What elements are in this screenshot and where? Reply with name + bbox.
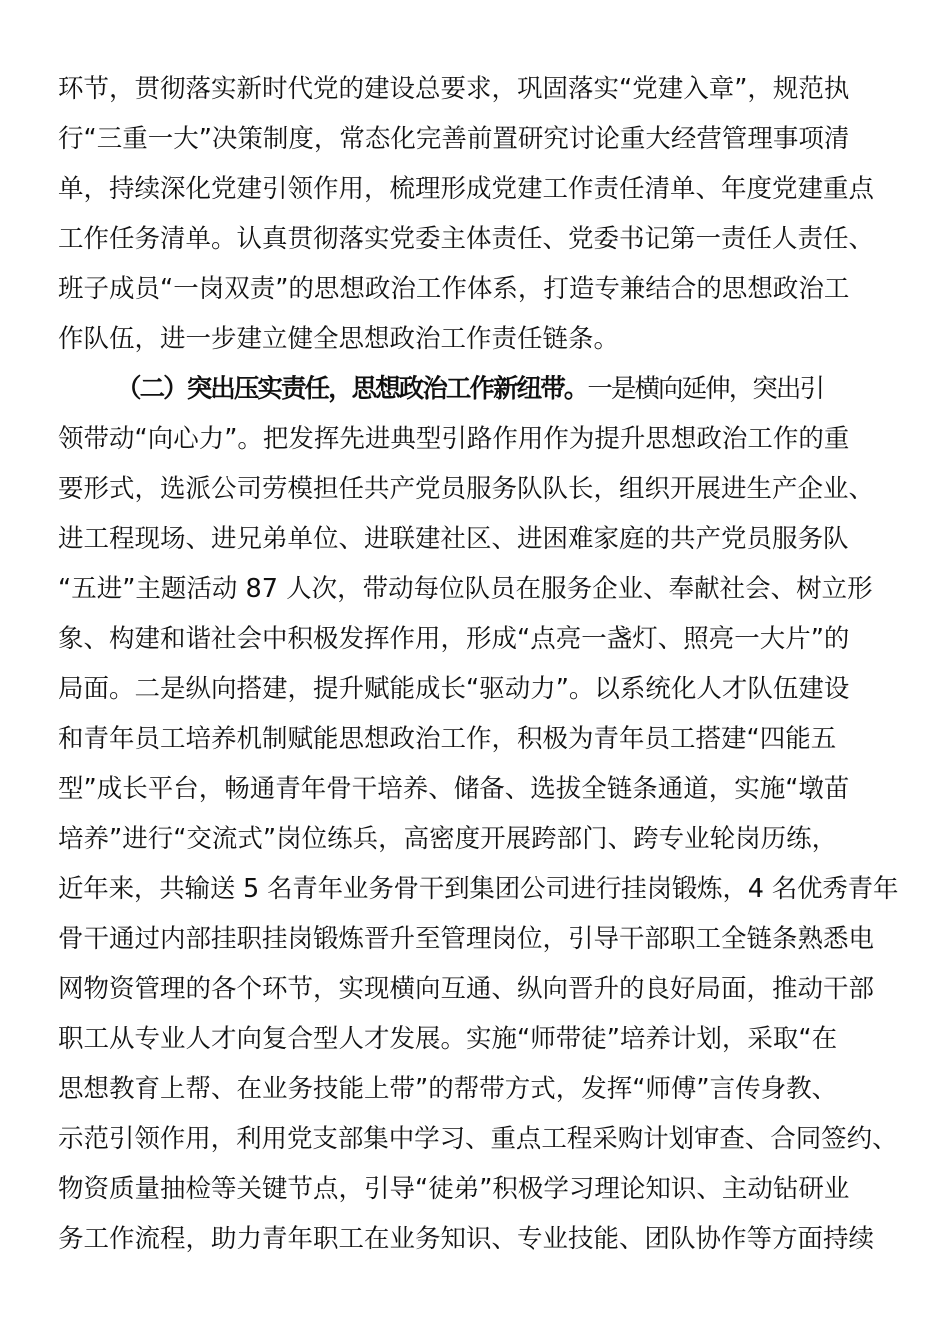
body-line: 象、构建和谐社会中积极发挥作用，形成“点亮一盏灯、照亮一大片”的 xyxy=(58,624,850,654)
body-line: 要形式，选派公司劳模担任共产党员服务队队长，组织开展进生产企业、 xyxy=(58,474,875,504)
body-line: 骨干通过内部挂职挂岗锻炼晋升至管理岗位，引导干部职工全链条熟悉电 xyxy=(58,924,875,954)
body-line: 领带动“向心力”。把发挥先进典型引路作用作为提升思想政治工作的重 xyxy=(58,424,850,454)
body-line: 和青年员工培养机制赋能思想政治工作，积极为青年员工搭建“四能五 xyxy=(58,724,837,754)
section-first-line xyxy=(116,372,950,406)
body-line: 进工程现场、进兄弟单位、进联建社区、进困难家庭的共产党员服务队 xyxy=(58,524,849,554)
body-line: 职工从专业人才向复合型人才发展。实施“师带徒”培养计划，采取“在 xyxy=(58,1024,838,1054)
body-line: 近年来，共输送 5 名青年业务骨干到集团公司进行挂岗锻炼，4 名优秀青年 xyxy=(58,874,899,904)
body-line: 工作任务清单。认真贯彻落实党委主体责任、党委书记第一责任人责任、 xyxy=(58,224,875,254)
body-line: 物资质量抽检等关键节点，引导“徒弟”积极学习理论知识、主动钻研业 xyxy=(58,1174,850,1204)
body-line: 培养”进行“交流式”岗位练兵，高密度开展跨部门、跨专业轮岗历练， xyxy=(58,824,838,854)
body-line: 单，持续深化党建引领作用，梳理形成党建工作责任清单、年度党建重点 xyxy=(58,174,875,204)
section-first-line-text: 一是横向延伸，突出引 xyxy=(587,374,824,404)
body-line: 环节，贯彻落实新时代党的建设总要求，巩固落实“党建入章”，规范执 xyxy=(58,74,850,104)
body-line: 行“三重一大”决策制度，常态化完善前置研究讨论重大经营管理事项清 xyxy=(58,124,850,154)
section-heading: （二）突出压实责任，思想政治工作新纽带。 xyxy=(116,374,588,404)
body-line: 型”成长平台，畅通青年骨干培养、储备、选拔全链条通道，实施“墩苗 xyxy=(58,774,850,804)
body-line: 网物资管理的各个环节，实现横向互通、纵向晋升的良好局面，推动干部 xyxy=(58,974,875,1004)
body-line: 思想教育上帮、在业务技能上带”的帮带方式，发挥“师傅”言传身教、 xyxy=(58,1074,838,1104)
body-line: 示范引领作用，利用党支部集中学习、重点工程采购计划审查、合同签约、 xyxy=(58,1124,898,1154)
body-line: 务工作流程，助力青年职工在业务知识、专业技能、团队协作等方面持续 xyxy=(58,1224,875,1254)
body-line: 班子成员“一岗双责”的思想政治工作体系，打造专兼结合的思想政治工 xyxy=(58,274,850,304)
body-line: “五进”主题活动 87 人次，带动每位队员在服务企业、奉献社会、树立形 xyxy=(58,574,873,604)
body-line: 作队伍，进一步建立健全思想政治工作责任链条。 xyxy=(58,324,620,354)
body-line: 局面。二是纵向搭建，提升赋能成长“驱动力”。以系统化人才队伍建设 xyxy=(58,674,850,704)
